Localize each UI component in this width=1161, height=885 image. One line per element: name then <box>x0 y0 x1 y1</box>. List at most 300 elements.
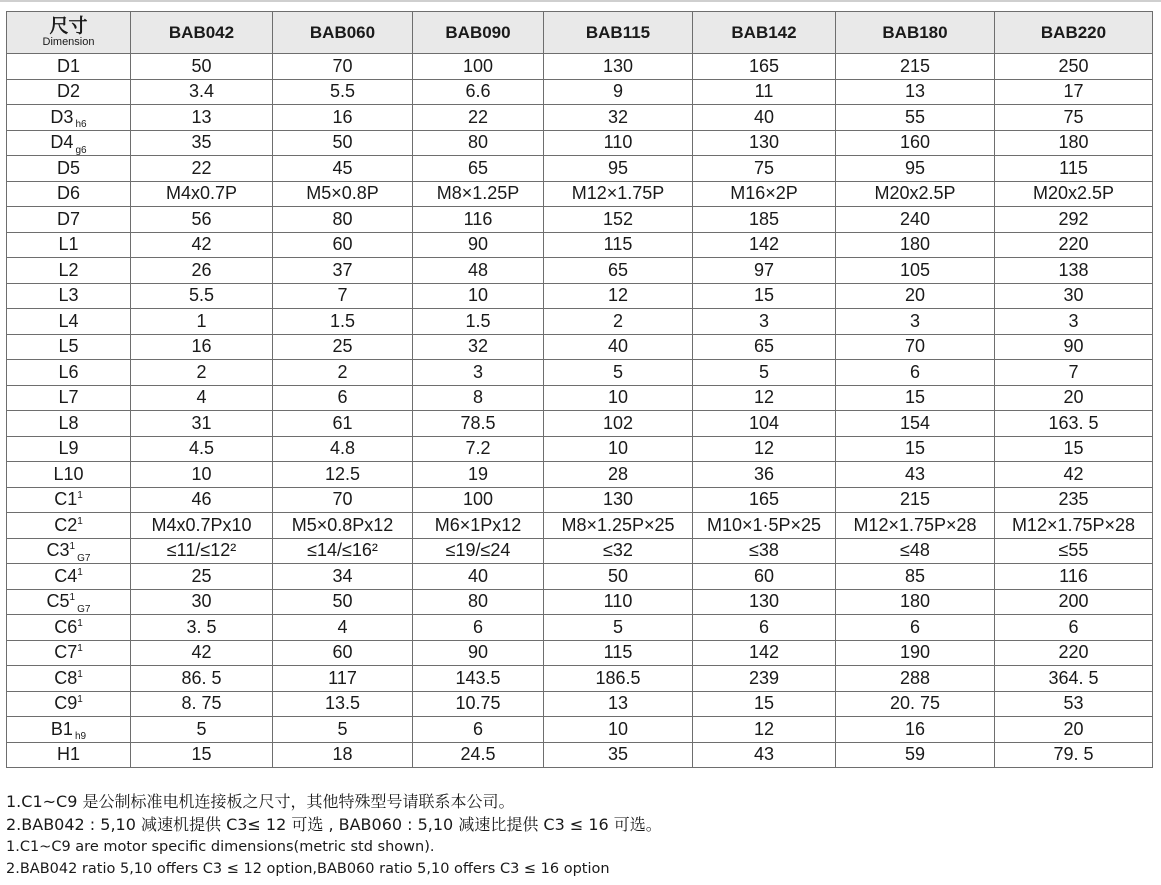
row-label-cell <box>7 538 131 564</box>
row-label: C7 <box>54 642 78 663</box>
row-label-footnote-mark: 1 <box>77 566 83 578</box>
row-label-cell <box>7 691 131 717</box>
table-cell: 16 <box>273 105 413 131</box>
table-cell: 6 <box>413 717 544 743</box>
table-cell: 9 <box>544 79 693 105</box>
table-cell: 50 <box>131 54 273 80</box>
table-cell: 6 <box>836 615 995 641</box>
table-cell: 3. 5 <box>131 615 273 641</box>
table-body <box>7 54 1153 768</box>
table-cell: 102 <box>544 411 693 437</box>
table-cell: 364. 5 <box>995 666 1153 692</box>
table-cell: 18 <box>273 742 413 768</box>
table-cell: 292 <box>995 207 1153 233</box>
row-label: C2 <box>54 514 78 535</box>
table-cell: 75 <box>995 105 1153 131</box>
table-row <box>7 666 1153 692</box>
table-row <box>7 334 1153 360</box>
table-cell: 3 <box>995 309 1153 335</box>
row-label-cell <box>7 283 131 309</box>
table-cell: 10 <box>544 717 693 743</box>
table-cell: 115 <box>544 640 693 666</box>
table-cell: 5 <box>693 360 836 386</box>
table-cell: ≤55 <box>995 538 1153 564</box>
table-cell: ≤14/≤16² <box>273 538 413 564</box>
row-label: C5 <box>46 591 70 612</box>
table-cell: 70 <box>273 54 413 80</box>
row-label-tolerance: h6 <box>75 119 87 130</box>
table-row <box>7 640 1153 666</box>
table-cell: 11 <box>693 79 836 105</box>
table-cell: 90 <box>413 640 544 666</box>
table-cell: 6 <box>995 615 1153 641</box>
table-cell: 100 <box>413 487 544 513</box>
table-cell: 130 <box>693 130 836 156</box>
table-cell: 10 <box>413 283 544 309</box>
row-label-cell <box>7 360 131 386</box>
table-cell: 6 <box>413 615 544 641</box>
row-label: D6 <box>56 183 80 204</box>
table-cell: 35 <box>131 130 273 156</box>
table-row <box>7 283 1153 309</box>
dimension-table <box>6 11 1153 768</box>
table-cell: 130 <box>693 589 836 615</box>
table-cell: 7 <box>273 283 413 309</box>
row-label-footnote-mark: 1 <box>69 592 76 604</box>
table-cell: 61 <box>273 411 413 437</box>
row-label: L2 <box>58 259 79 280</box>
table-cell: 20 <box>836 283 995 309</box>
row-label-cell <box>7 334 131 360</box>
table-cell: 90 <box>413 232 544 258</box>
table-cell: 16 <box>131 334 273 360</box>
table-cell: 100 <box>413 54 544 80</box>
table-cell: 12 <box>693 717 836 743</box>
row-label-cell <box>7 105 131 131</box>
table-cell: 10 <box>544 385 693 411</box>
table-row <box>7 615 1153 641</box>
table-cell: 7 <box>995 360 1153 386</box>
table-cell: 239 <box>693 666 836 692</box>
table-row <box>7 411 1153 437</box>
row-label: D4 <box>50 132 74 153</box>
row-label-cell <box>7 385 131 411</box>
table-cell: 6 <box>836 360 995 386</box>
table-cell: 8. 75 <box>131 691 273 717</box>
table-cell: 2 <box>544 309 693 335</box>
table-cell: 154 <box>836 411 995 437</box>
table-cell: 35 <box>544 742 693 768</box>
table-cell: 130 <box>544 487 693 513</box>
row-label-footnote-mark: 1 <box>77 490 83 502</box>
table-cell: 12 <box>693 385 836 411</box>
model-header: BAB180 <box>836 12 995 54</box>
row-label: L6 <box>58 361 79 382</box>
table-cell: 105 <box>836 258 995 284</box>
table-cell: 13.5 <box>273 691 413 717</box>
row-label-cell <box>7 640 131 666</box>
table-cell: 185 <box>693 207 836 233</box>
table-cell: 59 <box>836 742 995 768</box>
row-label: L8 <box>58 412 79 433</box>
table-cell: 15 <box>131 742 273 768</box>
table-cell: M16×2P <box>693 181 836 207</box>
table-cell: 50 <box>273 130 413 156</box>
table-cell: 97 <box>693 258 836 284</box>
table-cell: 16 <box>836 717 995 743</box>
row-label: C1 <box>54 489 78 510</box>
table-cell: 75 <box>693 156 836 182</box>
table-cell: 138 <box>995 258 1153 284</box>
table-cell: 13 <box>544 691 693 717</box>
footnotes <box>6 790 1156 880</box>
table-cell: 3 <box>836 309 995 335</box>
table-cell: 46 <box>131 487 273 513</box>
row-label: D5 <box>56 157 80 178</box>
row-label-cell <box>7 309 131 335</box>
table-cell: 34 <box>273 564 413 590</box>
table-cell: 220 <box>995 232 1153 258</box>
table-cell: 65 <box>693 334 836 360</box>
row-label: D1 <box>56 55 80 76</box>
table-cell: 165 <box>693 54 836 80</box>
table-cell: M5×0.8P <box>273 181 413 207</box>
row-label-footnote-mark: 1 <box>77 694 83 706</box>
table-cell: 32 <box>413 334 544 360</box>
table-row <box>7 360 1153 386</box>
table-cell: 15 <box>836 385 995 411</box>
table-cell: 60 <box>693 564 836 590</box>
table-cell: 15 <box>693 283 836 309</box>
row-label-footnote-mark: 1 <box>77 617 83 629</box>
table-cell: 55 <box>836 105 995 131</box>
row-label: C8 <box>54 667 78 688</box>
table-cell: 20 <box>995 385 1153 411</box>
table-cell: 60 <box>273 232 413 258</box>
table-cell: 288 <box>836 666 995 692</box>
table-cell: ≤19/≤24 <box>413 538 544 564</box>
row-label: L9 <box>58 438 79 459</box>
table-cell: 32 <box>544 105 693 131</box>
table-cell: 80 <box>413 589 544 615</box>
table-row <box>7 309 1153 335</box>
row-label-cell <box>7 742 131 768</box>
row-label-tolerance: G7 <box>77 552 91 564</box>
table-cell: 25 <box>131 564 273 590</box>
table-row <box>7 742 1153 768</box>
table-cell: 115 <box>544 232 693 258</box>
table-cell: 85 <box>836 564 995 590</box>
row-label-cell <box>7 258 131 284</box>
row-label-cell <box>7 487 131 513</box>
table-row <box>7 105 1153 131</box>
table-cell: M5×0.8Px12 <box>273 513 413 539</box>
row-label: L1 <box>58 234 79 255</box>
note-cn-2: 2.BAB042 : 5,10 减速机提供 C3≤ 12 可选 , BAB060 : 5,10 减速比提供 C3 ≤ 16 可选。 <box>6 815 662 834</box>
table-cell: 4.5 <box>131 436 273 462</box>
table-cell: 215 <box>836 487 995 513</box>
table-cell: 22 <box>131 156 273 182</box>
table-cell: 5 <box>544 615 693 641</box>
table-cell: 2 <box>131 360 273 386</box>
table-cell: M4x0.7P <box>131 181 273 207</box>
table-cell: 110 <box>544 130 693 156</box>
row-label: L10 <box>53 463 84 484</box>
table-cell: 78.5 <box>413 411 544 437</box>
table-cell: 19 <box>413 462 544 488</box>
table-cell: 30 <box>131 589 273 615</box>
table-cell: 28 <box>544 462 693 488</box>
table-row <box>7 156 1153 182</box>
table-cell: 116 <box>413 207 544 233</box>
table-cell: 40 <box>544 334 693 360</box>
table-cell: 240 <box>836 207 995 233</box>
table-row <box>7 717 1153 743</box>
table-cell: M20x2.5P <box>836 181 995 207</box>
table-row <box>7 54 1153 80</box>
table-cell: 6 <box>273 385 413 411</box>
table-cell: 37 <box>273 258 413 284</box>
table-cell: 10.75 <box>413 691 544 717</box>
table-cell: 26 <box>131 258 273 284</box>
row-label: C6 <box>54 616 78 637</box>
row-label: L5 <box>58 336 79 357</box>
table-cell: 12.5 <box>273 462 413 488</box>
table-cell: 31 <box>131 411 273 437</box>
table-cell: 42 <box>131 232 273 258</box>
table-cell: 10 <box>131 462 273 488</box>
table-cell: M20x2.5P <box>995 181 1153 207</box>
table-cell: 163. 5 <box>995 411 1153 437</box>
table-cell: 22 <box>413 105 544 131</box>
dimension-label-en: Dimension <box>42 36 95 48</box>
table-cell: 15 <box>995 436 1153 462</box>
table-cell: 130 <box>544 54 693 80</box>
row-label: D7 <box>56 208 80 229</box>
table-cell: ≤48 <box>836 538 995 564</box>
table-cell: 56 <box>131 207 273 233</box>
row-label: C4 <box>54 565 78 586</box>
table-row <box>7 436 1153 462</box>
table-cell: 1.5 <box>273 309 413 335</box>
dimension-header <box>7 12 131 54</box>
table-cell: 116 <box>995 564 1153 590</box>
row-label-cell <box>7 462 131 488</box>
table-cell: 215 <box>836 54 995 80</box>
row-label-cell <box>7 564 131 590</box>
row-label: C9 <box>54 693 78 714</box>
table-cell: 30 <box>995 283 1153 309</box>
table-cell: 186.5 <box>544 666 693 692</box>
table-cell: 42 <box>995 462 1153 488</box>
table-row <box>7 513 1153 539</box>
table-cell: 4 <box>131 385 273 411</box>
row-label-cell <box>7 589 131 615</box>
row-label-cell <box>7 717 131 743</box>
row-label-footnote-mark: 1 <box>69 541 76 553</box>
table-cell: 180 <box>995 130 1153 156</box>
note-en-1: 1.C1~C9 are motor specific dimensions(metric std shown). <box>6 839 435 855</box>
table-cell: 104 <box>693 411 836 437</box>
table-row <box>7 385 1153 411</box>
table-cell: ≤11/≤12² <box>131 538 273 564</box>
table-cell: 220 <box>995 640 1153 666</box>
table-row <box>7 487 1153 513</box>
table-cell: 190 <box>836 640 995 666</box>
table-row <box>7 207 1153 233</box>
table-cell: M12×1.75P×28 <box>995 513 1153 539</box>
row-label-cell <box>7 156 131 182</box>
table-cell: M12×1.75P×28 <box>836 513 995 539</box>
table-cell: 117 <box>273 666 413 692</box>
table-cell: 250 <box>995 54 1153 80</box>
table-cell: 20. 75 <box>836 691 995 717</box>
model-header: BAB042 <box>131 12 273 54</box>
table-cell: 3 <box>413 360 544 386</box>
row-label: C3 <box>46 540 70 561</box>
table-cell: ≤32 <box>544 538 693 564</box>
row-label-cell <box>7 232 131 258</box>
table-cell: 152 <box>544 207 693 233</box>
table-cell: M6×1Px12 <box>413 513 544 539</box>
table-cell: 1 <box>131 309 273 335</box>
table-cell: 142 <box>693 640 836 666</box>
table-cell: 142 <box>693 232 836 258</box>
model-header: BAB220 <box>995 12 1153 54</box>
note-en-2: 2.BAB042 ratio 5,10 offers C3 ≤ 12 option,BAB060 ratio 5,10 offers C3 ≤ 16 option <box>6 861 610 877</box>
model-header: BAB142 <box>693 12 836 54</box>
table-row <box>7 538 1153 564</box>
table-cell: 3.4 <box>131 79 273 105</box>
row-label-cell <box>7 666 131 692</box>
table-row <box>7 258 1153 284</box>
row-label: L3 <box>58 285 79 306</box>
table-cell: 80 <box>413 130 544 156</box>
table-cell: 20 <box>995 717 1153 743</box>
row-label: L4 <box>58 310 79 331</box>
row-label-footnote-mark: 1 <box>77 643 83 655</box>
table-row <box>7 691 1153 717</box>
table-cell: 15 <box>693 691 836 717</box>
table-row <box>7 79 1153 105</box>
table-cell: M10×1·5P×25 <box>693 513 836 539</box>
table-cell: 65 <box>413 156 544 182</box>
table-cell: 5.5 <box>131 283 273 309</box>
table-cell: 5 <box>131 717 273 743</box>
table-cell: 60 <box>273 640 413 666</box>
table-cell: 7.2 <box>413 436 544 462</box>
table-cell: 17 <box>995 79 1153 105</box>
model-header: BAB115 <box>544 12 693 54</box>
model-header: BAB090 <box>413 12 544 54</box>
row-label: D2 <box>56 81 80 102</box>
table-cell: 3 <box>693 309 836 335</box>
table-cell: 8 <box>413 385 544 411</box>
table-cell: 43 <box>836 462 995 488</box>
table-cell: 180 <box>836 589 995 615</box>
row-label: B1 <box>50 718 73 739</box>
table-cell: 25 <box>273 334 413 360</box>
table-cell: 13 <box>836 79 995 105</box>
table-cell: 115 <box>995 156 1153 182</box>
row-label-cell <box>7 436 131 462</box>
table-cell: 15 <box>836 436 995 462</box>
dimension-label-cn: 尺寸 <box>49 16 88 37</box>
table-row <box>7 564 1153 590</box>
table-cell: 110 <box>544 589 693 615</box>
row-label-cell <box>7 130 131 156</box>
note-cn-1: 1.C1~C9 是公制标准电机连接板之尺寸，其他特殊型号请联系本公司。 <box>6 792 515 811</box>
table-cell: M4x0.7Px10 <box>131 513 273 539</box>
table-cell: 79. 5 <box>995 742 1153 768</box>
table-row <box>7 462 1153 488</box>
table-cell: 40 <box>693 105 836 131</box>
table-cell: 65 <box>544 258 693 284</box>
table-cell: 48 <box>413 258 544 284</box>
top-divider <box>0 0 1161 2</box>
table-cell: 50 <box>544 564 693 590</box>
table-cell: M12×1.75P <box>544 181 693 207</box>
row-label-cell <box>7 513 131 539</box>
table-cell: 50 <box>273 589 413 615</box>
row-label: D3 <box>50 106 74 127</box>
table-cell: 4.8 <box>273 436 413 462</box>
row-label: H1 <box>56 744 80 765</box>
table-cell: 2 <box>273 360 413 386</box>
table-cell: 1.5 <box>413 309 544 335</box>
table-cell: 90 <box>995 334 1153 360</box>
table-cell: M8×1.25P×25 <box>544 513 693 539</box>
table-cell: 143.5 <box>413 666 544 692</box>
table-cell: 42 <box>131 640 273 666</box>
table-row <box>7 181 1153 207</box>
table-cell: 5.5 <box>273 79 413 105</box>
table-cell: 5 <box>544 360 693 386</box>
row-label-footnote-mark: 1 <box>77 668 83 680</box>
table-cell: 86. 5 <box>131 666 273 692</box>
table-cell: 70 <box>836 334 995 360</box>
table-cell: 160 <box>836 130 995 156</box>
table-row <box>7 232 1153 258</box>
row-label-tolerance: h9 <box>74 731 87 742</box>
table-row <box>7 589 1153 615</box>
row-label: L7 <box>58 387 79 408</box>
table-cell: 13 <box>131 105 273 131</box>
table-cell: 43 <box>693 742 836 768</box>
row-label-tolerance: G7 <box>77 603 91 615</box>
table-cell: 70 <box>273 487 413 513</box>
table-cell: 53 <box>995 691 1153 717</box>
row-label-footnote-mark: 1 <box>77 515 83 527</box>
table-cell: 6.6 <box>413 79 544 105</box>
table-cell: 24.5 <box>413 742 544 768</box>
table-cell: 6 <box>693 615 836 641</box>
table-cell: 12 <box>544 283 693 309</box>
table-header-row <box>7 12 1153 54</box>
row-label-tolerance: g6 <box>75 144 87 156</box>
table-cell: 36 <box>693 462 836 488</box>
row-label-cell <box>7 54 131 80</box>
model-header: BAB060 <box>273 12 413 54</box>
table-cell: ≤38 <box>693 538 836 564</box>
row-label-cell <box>7 207 131 233</box>
table-cell: 165 <box>693 487 836 513</box>
table-cell: M8×1.25P <box>413 181 544 207</box>
row-label-cell <box>7 411 131 437</box>
table-cell: 95 <box>836 156 995 182</box>
table-cell: 180 <box>836 232 995 258</box>
table-cell: 200 <box>995 589 1153 615</box>
